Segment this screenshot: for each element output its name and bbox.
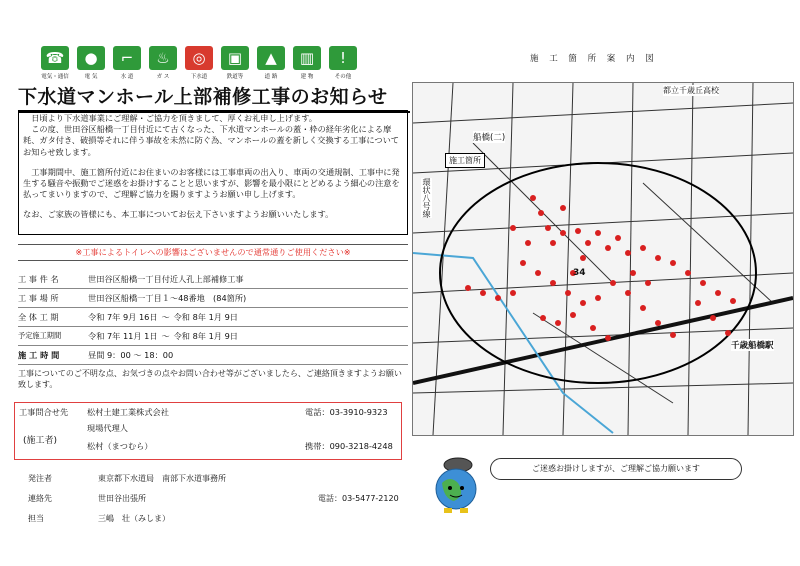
map-drawing — [413, 83, 793, 435]
contact-key: 工事問合せ先 — [19, 407, 69, 417]
toilet-note: ※工事によるトイレへの影響はございませんので通常通りご使用ください※ — [18, 244, 408, 261]
apology-bubble: ご迷惑お掛けしますが、ご理解ご協力願います — [490, 458, 742, 480]
info-row-name — [18, 270, 408, 289]
project-info — [18, 270, 408, 365]
site-label: 施工箇所 — [445, 153, 485, 168]
notice-title: 下水道マンホール上部補修工事のお知らせ — [18, 82, 410, 113]
bulb-icon: ● — [77, 46, 105, 70]
icon-label: ガ ス — [156, 74, 170, 80]
contractor-name: 松村土建工業株式会社 — [87, 407, 169, 417]
icon-label: 水 道 — [120, 74, 134, 80]
date-from: 令和 7年 9月 16日 — [88, 311, 158, 322]
category-road — [256, 46, 286, 82]
category-icon-strip — [40, 46, 380, 82]
earth-mascot-icon — [428, 455, 484, 515]
block-number: 34 — [573, 268, 586, 278]
issuer-info — [18, 468, 408, 528]
train-icon: ▣ — [221, 46, 249, 70]
category-phone — [40, 46, 70, 82]
icon-label: 電気・通信 — [41, 74, 69, 80]
icon-label: その他 — [334, 74, 352, 80]
category-water — [112, 46, 142, 82]
info-key: 工 事 件 名 — [18, 273, 59, 284]
info-value: 昼間 9：00 ～ 18：00 — [88, 349, 174, 360]
notice-family: なお、ご家族の皆様にも、本工事についてお伝え下さいますようお願いいたします。 — [23, 209, 334, 220]
info-key: 工 事 場 所 — [18, 292, 59, 303]
staff-row — [18, 508, 408, 528]
info-row-period — [18, 308, 408, 327]
range-sep: ～ — [161, 311, 170, 322]
issuer-row — [18, 468, 408, 488]
ring-road-label: 環状八号線 — [422, 178, 431, 218]
office-row — [18, 488, 408, 508]
category-other — [328, 46, 358, 82]
office-value: 世田谷出張所 — [98, 493, 146, 503]
station-label: 千歳船橋駅 — [731, 341, 774, 351]
issuer-value: 東京都下水道局 南部下水道事務所 — [98, 473, 226, 483]
contractor-role: (施工者) — [23, 436, 58, 446]
info-value: 世田谷区船橋一丁目１～48番地 (84箇所) — [88, 292, 247, 303]
sewer-icon: ◎ — [185, 46, 213, 70]
info-value: 世田谷区船橋一丁目付近人孔上部補修工事 — [88, 273, 244, 284]
icon-label: 電 気 — [84, 74, 98, 80]
notice-greeting: 日頃より下水道事業にご理解・ご協力を頂きまして、厚くお礼申し上げます。 — [31, 113, 317, 123]
icon-label: 道 路 — [264, 74, 278, 80]
info-row-place — [18, 289, 408, 308]
contact-box — [14, 402, 402, 460]
info-key: 全 体 工 期 — [18, 311, 59, 322]
range-sep: ～ — [161, 330, 170, 341]
issuer-key: 発注者 — [28, 473, 52, 483]
faucet-icon: ⌐ — [113, 46, 141, 70]
office-key: 連絡先 — [28, 493, 52, 503]
exclamation-icon: ! — [329, 46, 357, 70]
notice-impact: 工事期間中、施工箇所付近にお住まいのお客様には工事車両の出入り、車両の交通規制、工事中に発生する騒音や振動でご迷惑をお掛けすることと思いますが、影響を最小限にとどめるよう細心の注意を払ってまいりますので、ご理解ご協力を賜りますようお願い申し上げます。 — [23, 166, 400, 200]
notice-purpose: この度、世田谷区船橋一丁目付近にて古くなった、下水道マンホールの蓋・枠の経年劣化による摩耗、ガタ付き、破損等それに伴う事故を未然に防ぐ為、マンホールの蓋を新しく交換する工事についてお知らせ致します。 — [23, 124, 399, 157]
date-from: 令和 7年 11月 1日 — [88, 330, 158, 341]
area-label: 船橋(二) — [473, 133, 506, 143]
contractor-tel: 電話：03-3910-9323 — [305, 407, 388, 417]
info-row-plan — [18, 327, 408, 346]
site-agent-mobile: 携帯：090-3218-4248 — [305, 441, 393, 451]
category-electric — [76, 46, 106, 82]
category-sewer — [184, 46, 214, 82]
icon-label: 下水道 — [190, 74, 208, 80]
info-key: 予定施工期間 — [18, 331, 62, 340]
notice-box — [18, 110, 408, 235]
icon-label: 鉄道等 — [226, 74, 244, 80]
gas-icon: ♨ — [149, 46, 177, 70]
category-rail — [220, 46, 250, 82]
site-agent-name: 松村（まつむら） — [87, 441, 153, 451]
info-value — [88, 312, 408, 323]
building-icon: ▥ — [293, 46, 321, 70]
info-key: 施 工 時 間 — [18, 349, 60, 360]
site-map — [412, 82, 794, 436]
category-gas — [148, 46, 178, 82]
icon-label: 建 物 — [300, 74, 314, 80]
site-agent-label: 現場代理人 — [87, 423, 128, 433]
category-building — [292, 46, 322, 82]
phone-icon: ☎ — [41, 46, 69, 70]
date-to: 令和 8年 1月 9日 — [173, 330, 238, 341]
staff-key: 担当 — [28, 513, 44, 523]
date-to: 令和 8年 1月 9日 — [173, 311, 238, 322]
office-tel: 電話：03-5477-2120 — [318, 493, 399, 503]
road-icon: ▲ — [257, 46, 285, 70]
info-value — [88, 331, 408, 342]
school-label: 都立千歳丘高校 — [663, 86, 719, 95]
info-row-time — [18, 346, 408, 365]
contact-note: 工事についてのご不明な点、お気づきの点やお問い合わせ等がございましたら、ご連絡頂きますようお願い致します。 — [18, 369, 402, 389]
map-title: 施 工 箇 所 案 内 図 — [530, 54, 658, 64]
staff-value: 三嶋 壮（みしま） — [98, 513, 170, 523]
